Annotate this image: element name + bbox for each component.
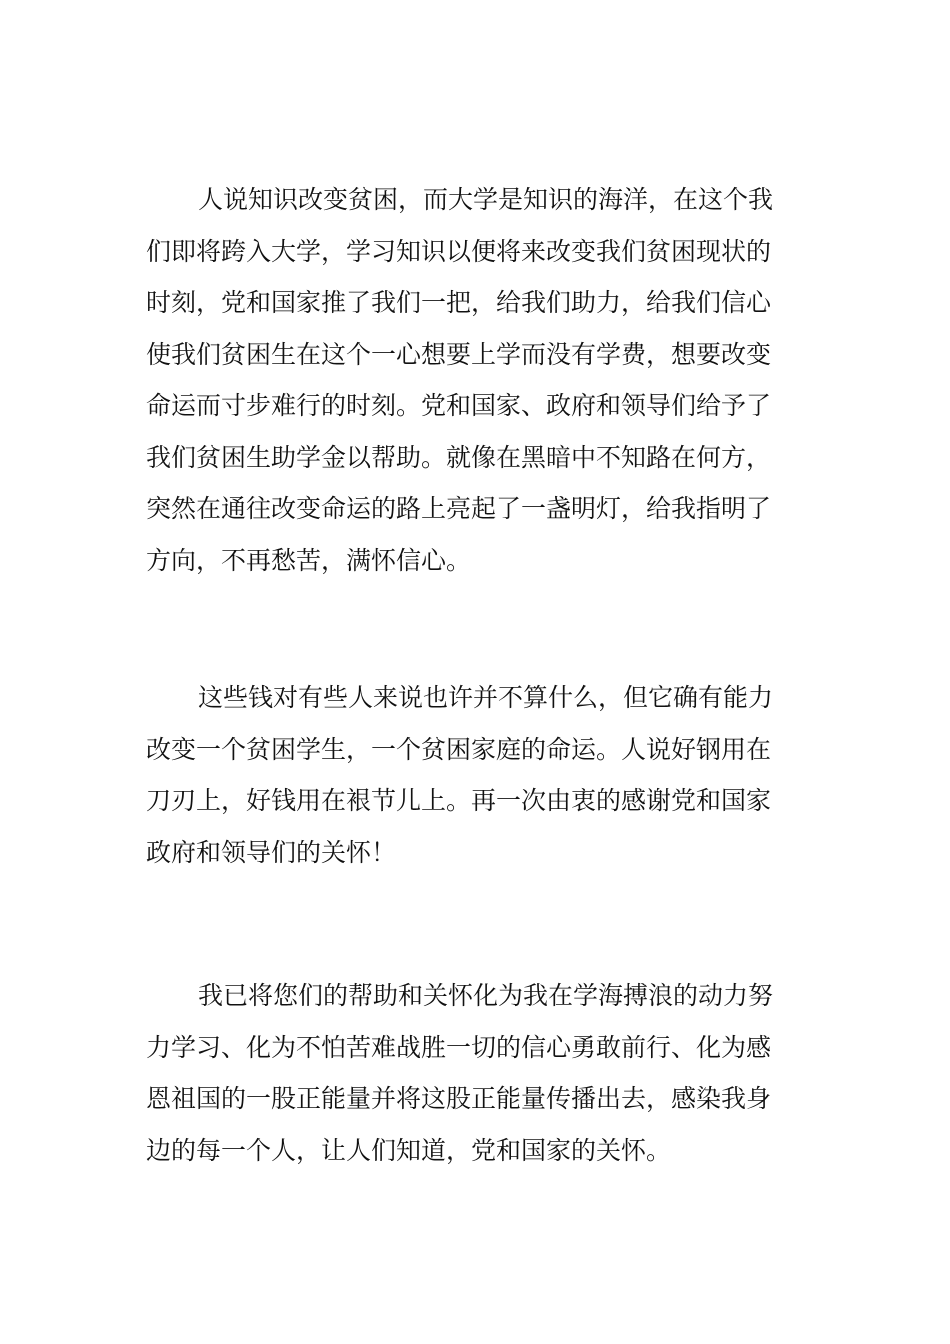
paragraph-line: 时刻，党和国家推了我们一把，给我们助力，给我们信心: [146, 288, 772, 317]
paragraph-line: 这些钱对有些人来说也许并不算什么，但它确有能力: [198, 683, 774, 712]
paragraph-line: 力学习、化为不怕苦难战胜一切的信心勇敢前行、化为感: [146, 1032, 772, 1062]
paragraph-2: [146, 672, 808, 878]
paragraph-line: 命运而寸步难行的时刻。党和国家、政府和领导们给予了: [146, 391, 772, 420]
paragraph-line: 我已将您们的帮助和关怀化为我在学海搏浪的动力努: [198, 981, 774, 1010]
paragraph-line: 恩祖国的一股正能量并将这股正能量传播出去，感染我身: [146, 1084, 772, 1113]
paragraph-line: 边的每一个人，让人们知道，党和国家的关怀。: [146, 1135, 672, 1165]
paragraph-line: 方向，不再愁苦，满怀信心。: [146, 545, 472, 575]
paragraph-line: 政府和领导们的关怀！: [146, 837, 397, 867]
paragraph-line: 使我们贫困生在这个一心想要上学而没有学费，想要改变: [146, 339, 772, 369]
paragraph-3: [146, 970, 808, 1176]
paragraph-line: 刀刃上，好钱用在裉节儿上。再一次由衷的感谢党和国家: [146, 786, 772, 815]
paragraph-line: 人说知识改变贫困，而大学是知识的海洋，在这个我: [198, 185, 774, 214]
paragraph-line: 改变一个贫困学生，一个贫困家庭的命运。人说好钢用在: [146, 734, 772, 764]
paragraph-line: 们即将跨入大学，学习知识以便将来改变我们贫困现状的: [146, 236, 772, 266]
paragraph-line: 我们贫困生助学金以帮助。就像在黑暗中不知路在何方，: [146, 442, 772, 472]
paragraph-line: 突然在通往改变命运的路上亮起了一盏明灯，给我指明了: [146, 494, 772, 523]
paragraph-1: [146, 174, 808, 586]
